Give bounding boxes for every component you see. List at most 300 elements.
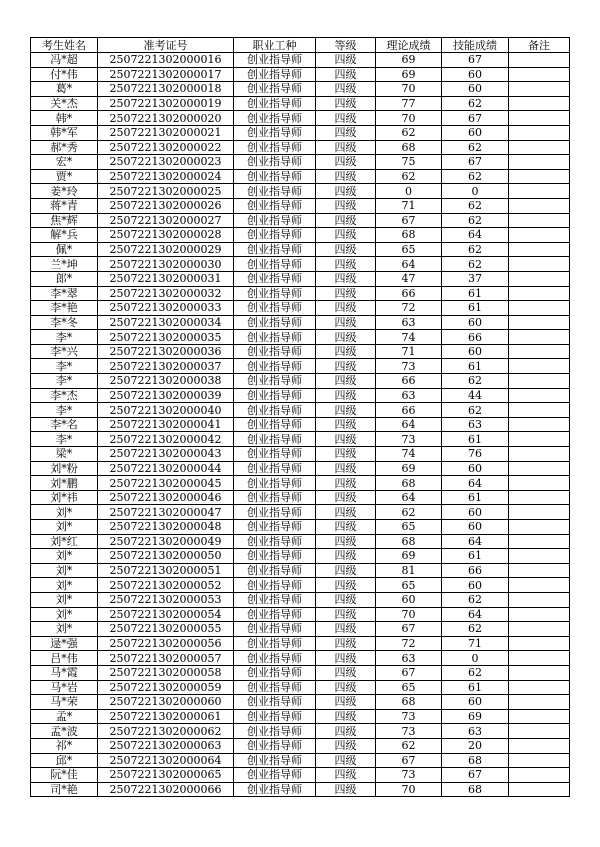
table-row — [31, 417, 570, 432]
cell-name: 李* — [31, 374, 98, 389]
cell-skill-score: 60 — [442, 344, 509, 359]
cell-theory-score: 62 — [376, 125, 442, 140]
table-row — [31, 67, 570, 82]
cell-skill-score: 62 — [442, 96, 509, 111]
cell-level: 四级 — [316, 53, 376, 68]
cell-level: 四级 — [316, 374, 376, 389]
cell-occupation: 创业指导师 — [234, 344, 316, 359]
cell-remarks — [509, 388, 570, 403]
cell-level: 四级 — [316, 607, 376, 622]
cell-level: 四级 — [316, 432, 376, 447]
cell-theory-score: 65 — [376, 520, 442, 535]
cell-exam-id: 2507221302000021 — [98, 125, 234, 140]
cell-exam-id: 2507221302000045 — [98, 476, 234, 491]
cell-name: 兰*坤 — [31, 257, 98, 272]
header-row — [31, 38, 570, 53]
cell-theory-score: 67 — [376, 213, 442, 228]
cell-exam-id: 2507221302000036 — [98, 344, 234, 359]
cell-theory-score: 62 — [376, 169, 442, 184]
cell-level: 四级 — [316, 286, 376, 301]
cell-exam-id: 2507221302000017 — [98, 67, 234, 82]
table-row — [31, 665, 570, 680]
cell-theory-score: 81 — [376, 563, 442, 578]
cell-occupation: 创业指导师 — [234, 242, 316, 257]
cell-occupation: 创业指导师 — [234, 461, 316, 476]
table-row — [31, 709, 570, 724]
cell-exam-id: 2507221302000038 — [98, 374, 234, 389]
cell-occupation: 创业指导师 — [234, 315, 316, 330]
cell-name: 李* — [31, 359, 98, 374]
cell-theory-score: 69 — [376, 53, 442, 68]
cell-skill-score: 37 — [442, 271, 509, 286]
cell-remarks — [509, 155, 570, 170]
cell-theory-score: 72 — [376, 636, 442, 651]
cell-occupation: 创业指导师 — [234, 301, 316, 316]
cell-level: 四级 — [316, 724, 376, 739]
cell-exam-id: 2507221302000054 — [98, 607, 234, 622]
table-row — [31, 228, 570, 243]
cell-theory-score: 74 — [376, 330, 442, 345]
cell-level: 四级 — [316, 213, 376, 228]
cell-exam-id: 2507221302000055 — [98, 622, 234, 637]
cell-name: 邱* — [31, 753, 98, 768]
cell-theory-score: 74 — [376, 447, 442, 462]
table-row — [31, 257, 570, 272]
cell-theory-score: 73 — [376, 709, 442, 724]
cell-level: 四级 — [316, 257, 376, 272]
cell-exam-id: 2507221302000060 — [98, 695, 234, 710]
table-row — [31, 636, 570, 651]
table-row — [31, 184, 570, 199]
cell-remarks — [509, 753, 570, 768]
cell-remarks — [509, 665, 570, 680]
cell-exam-id: 2507221302000061 — [98, 709, 234, 724]
cell-skill-score: 66 — [442, 563, 509, 578]
cell-skill-score: 62 — [442, 403, 509, 418]
cell-theory-score: 65 — [376, 578, 442, 593]
cell-remarks — [509, 344, 570, 359]
cell-level: 四级 — [316, 184, 376, 199]
table-row — [31, 374, 570, 389]
cell-occupation: 创业指导师 — [234, 651, 316, 666]
cell-name: 李* — [31, 330, 98, 345]
cell-skill-score: 62 — [442, 198, 509, 213]
cell-skill-score: 62 — [442, 374, 509, 389]
cell-name: 马*岩 — [31, 680, 98, 695]
cell-skill-score: 60 — [442, 505, 509, 520]
header-skill-score: 技能成绩 — [442, 38, 509, 53]
cell-name: 马*霞 — [31, 665, 98, 680]
cell-occupation: 创业指导师 — [234, 665, 316, 680]
cell-skill-score: 20 — [442, 738, 509, 753]
table-row — [31, 53, 570, 68]
cell-theory-score: 66 — [376, 374, 442, 389]
header-name: 考生姓名 — [31, 38, 98, 53]
cell-skill-score: 61 — [442, 301, 509, 316]
cell-level: 四级 — [316, 198, 376, 213]
table-row — [31, 622, 570, 637]
cell-level: 四级 — [316, 534, 376, 549]
cell-theory-score: 63 — [376, 651, 442, 666]
cell-name: 逯*强 — [31, 636, 98, 651]
cell-theory-score: 70 — [376, 82, 442, 97]
cell-occupation: 创业指导师 — [234, 198, 316, 213]
table-row — [31, 286, 570, 301]
cell-name: 孟* — [31, 709, 98, 724]
cell-remarks — [509, 695, 570, 710]
cell-exam-id: 2507221302000051 — [98, 563, 234, 578]
cell-exam-id: 2507221302000056 — [98, 636, 234, 651]
cell-level: 四级 — [316, 301, 376, 316]
cell-name: 解*兵 — [31, 228, 98, 243]
cell-name: 贾* — [31, 169, 98, 184]
cell-theory-score: 68 — [376, 476, 442, 491]
cell-remarks — [509, 403, 570, 418]
cell-remarks — [509, 67, 570, 82]
cell-occupation: 创业指导师 — [234, 592, 316, 607]
cell-name: 葛* — [31, 82, 98, 97]
cell-occupation: 创业指导师 — [234, 155, 316, 170]
cell-level: 四级 — [316, 636, 376, 651]
cell-occupation: 创业指导师 — [234, 169, 316, 184]
cell-name: 孟*波 — [31, 724, 98, 739]
cell-level: 四级 — [316, 330, 376, 345]
table-row — [31, 301, 570, 316]
cell-remarks — [509, 534, 570, 549]
cell-exam-id: 2507221302000044 — [98, 461, 234, 476]
cell-remarks — [509, 169, 570, 184]
cell-skill-score: 60 — [442, 578, 509, 593]
cell-name: 韩* — [31, 111, 98, 126]
cell-level: 四级 — [316, 403, 376, 418]
cell-name: 祁* — [31, 738, 98, 753]
header-level: 等级 — [316, 38, 376, 53]
cell-exam-id: 2507221302000029 — [98, 242, 234, 257]
cell-exam-id: 2507221302000040 — [98, 403, 234, 418]
table-row — [31, 490, 570, 505]
cell-occupation: 创业指导师 — [234, 184, 316, 199]
cell-theory-score: 73 — [376, 359, 442, 374]
cell-name: 刘* — [31, 578, 98, 593]
cell-exam-id: 2507221302000026 — [98, 198, 234, 213]
table-row — [31, 125, 570, 140]
cell-theory-score: 70 — [376, 782, 442, 797]
table-row — [31, 680, 570, 695]
cell-theory-score: 65 — [376, 242, 442, 257]
cell-skill-score: 71 — [442, 636, 509, 651]
cell-level: 四级 — [316, 651, 376, 666]
cell-exam-id: 2507221302000031 — [98, 271, 234, 286]
cell-name: 韩*军 — [31, 125, 98, 140]
cell-skill-score: 69 — [442, 709, 509, 724]
cell-exam-id: 2507221302000018 — [98, 82, 234, 97]
cell-skill-score: 62 — [442, 140, 509, 155]
cell-remarks — [509, 242, 570, 257]
cell-name: 梁* — [31, 447, 98, 462]
table-row — [31, 330, 570, 345]
cell-exam-id: 2507221302000065 — [98, 768, 234, 783]
cell-remarks — [509, 549, 570, 564]
cell-name: 刘* — [31, 622, 98, 637]
cell-exam-id: 2507221302000058 — [98, 665, 234, 680]
table-row — [31, 315, 570, 330]
cell-remarks — [509, 738, 570, 753]
cell-skill-score: 61 — [442, 490, 509, 505]
cell-theory-score: 73 — [376, 432, 442, 447]
cell-level: 四级 — [316, 461, 376, 476]
cell-name: 蒋*青 — [31, 198, 98, 213]
cell-level: 四级 — [316, 96, 376, 111]
cell-skill-score: 60 — [442, 695, 509, 710]
cell-level: 四级 — [316, 271, 376, 286]
cell-occupation: 创业指导师 — [234, 96, 316, 111]
cell-skill-score: 0 — [442, 184, 509, 199]
table-row — [31, 111, 570, 126]
cell-name: 刘*粉 — [31, 461, 98, 476]
cell-remarks — [509, 724, 570, 739]
cell-theory-score: 68 — [376, 228, 442, 243]
cell-theory-score: 60 — [376, 592, 442, 607]
cell-name: 刘* — [31, 549, 98, 564]
cell-level: 四级 — [316, 155, 376, 170]
cell-exam-id: 2507221302000047 — [98, 505, 234, 520]
table-row — [31, 271, 570, 286]
cell-remarks — [509, 461, 570, 476]
cell-skill-score: 66 — [442, 330, 509, 345]
cell-level: 四级 — [316, 622, 376, 637]
cell-skill-score: 61 — [442, 549, 509, 564]
cell-name: 关*杰 — [31, 96, 98, 111]
cell-theory-score: 47 — [376, 271, 442, 286]
cell-remarks — [509, 563, 570, 578]
cell-occupation: 创业指导师 — [234, 417, 316, 432]
cell-remarks — [509, 592, 570, 607]
cell-level: 四级 — [316, 359, 376, 374]
cell-level: 四级 — [316, 505, 376, 520]
cell-remarks — [509, 374, 570, 389]
cell-level: 四级 — [316, 242, 376, 257]
cell-theory-score: 70 — [376, 111, 442, 126]
cell-remarks — [509, 111, 570, 126]
cell-exam-id: 2507221302000041 — [98, 417, 234, 432]
cell-theory-score: 68 — [376, 534, 442, 549]
cell-skill-score: 76 — [442, 447, 509, 462]
table-row — [31, 388, 570, 403]
cell-occupation: 创业指导师 — [234, 782, 316, 797]
cell-skill-score: 61 — [442, 432, 509, 447]
cell-exam-id: 2507221302000033 — [98, 301, 234, 316]
cell-skill-score: 63 — [442, 724, 509, 739]
cell-level: 四级 — [316, 578, 376, 593]
cell-remarks — [509, 82, 570, 97]
cell-theory-score: 64 — [376, 490, 442, 505]
cell-level: 四级 — [316, 82, 376, 97]
cell-theory-score: 67 — [376, 753, 442, 768]
cell-theory-score: 69 — [376, 67, 442, 82]
cell-occupation: 创业指导师 — [234, 709, 316, 724]
cell-level: 四级 — [316, 169, 376, 184]
cell-skill-score: 62 — [442, 242, 509, 257]
cell-exam-id: 2507221302000034 — [98, 315, 234, 330]
cell-name: 李*名 — [31, 417, 98, 432]
cell-name: 李*艳 — [31, 301, 98, 316]
cell-occupation: 创业指导师 — [234, 403, 316, 418]
cell-name: 李* — [31, 432, 98, 447]
cell-level: 四级 — [316, 111, 376, 126]
cell-name: 李*兴 — [31, 344, 98, 359]
cell-theory-score: 63 — [376, 315, 442, 330]
table-row — [31, 359, 570, 374]
table-row — [31, 242, 570, 257]
cell-skill-score: 60 — [442, 461, 509, 476]
cell-theory-score: 73 — [376, 724, 442, 739]
cell-skill-score: 62 — [442, 257, 509, 272]
cell-level: 四级 — [316, 563, 376, 578]
table-row — [31, 155, 570, 170]
cell-skill-score: 60 — [442, 315, 509, 330]
cell-remarks — [509, 432, 570, 447]
cell-level: 四级 — [316, 549, 376, 564]
cell-remarks — [509, 213, 570, 228]
cell-level: 四级 — [316, 476, 376, 491]
cell-level: 四级 — [316, 665, 376, 680]
cell-exam-id: 2507221302000046 — [98, 490, 234, 505]
cell-level: 四级 — [316, 709, 376, 724]
cell-occupation: 创业指导师 — [234, 213, 316, 228]
cell-name: 刘*鹏 — [31, 476, 98, 491]
cell-exam-id: 2507221302000059 — [98, 680, 234, 695]
cell-remarks — [509, 140, 570, 155]
cell-theory-score: 71 — [376, 344, 442, 359]
cell-occupation: 创业指导师 — [234, 53, 316, 68]
cell-skill-score: 44 — [442, 388, 509, 403]
cell-skill-score: 64 — [442, 228, 509, 243]
cell-skill-score: 64 — [442, 607, 509, 622]
cell-theory-score: 62 — [376, 505, 442, 520]
table-row — [31, 82, 570, 97]
cell-skill-score: 64 — [442, 534, 509, 549]
cell-name: 宏* — [31, 155, 98, 170]
cell-occupation: 创业指导师 — [234, 520, 316, 535]
cell-exam-id: 2507221302000030 — [98, 257, 234, 272]
table-row — [31, 140, 570, 155]
cell-theory-score: 66 — [376, 403, 442, 418]
table-row — [31, 169, 570, 184]
table-row — [31, 447, 570, 462]
cell-level: 四级 — [316, 753, 376, 768]
cell-exam-id: 2507221302000062 — [98, 724, 234, 739]
cell-theory-score: 62 — [376, 738, 442, 753]
cell-name: 刘* — [31, 505, 98, 520]
cell-exam-id: 2507221302000037 — [98, 359, 234, 374]
cell-occupation: 创业指导师 — [234, 447, 316, 462]
cell-remarks — [509, 96, 570, 111]
cell-name: 阮*佳 — [31, 768, 98, 783]
cell-name: 刘* — [31, 592, 98, 607]
cell-name: 郎* — [31, 271, 98, 286]
cell-exam-id: 2507221302000049 — [98, 534, 234, 549]
table-row — [31, 403, 570, 418]
cell-remarks — [509, 636, 570, 651]
cell-theory-score: 68 — [376, 140, 442, 155]
cell-exam-id: 2507221302000053 — [98, 592, 234, 607]
cell-level: 四级 — [316, 417, 376, 432]
cell-level: 四级 — [316, 738, 376, 753]
cell-remarks — [509, 315, 570, 330]
cell-occupation: 创业指导师 — [234, 768, 316, 783]
cell-name: 吕*伟 — [31, 651, 98, 666]
cell-remarks — [509, 447, 570, 462]
cell-theory-score: 69 — [376, 461, 442, 476]
cell-exam-id: 2507221302000019 — [98, 96, 234, 111]
cell-remarks — [509, 286, 570, 301]
table-row — [31, 520, 570, 535]
cell-level: 四级 — [316, 140, 376, 155]
cell-theory-score: 65 — [376, 680, 442, 695]
cell-skill-score: 67 — [442, 53, 509, 68]
cell-remarks — [509, 359, 570, 374]
cell-skill-score: 62 — [442, 213, 509, 228]
cell-skill-score: 60 — [442, 125, 509, 140]
cell-occupation: 创业指导师 — [234, 432, 316, 447]
cell-occupation: 创业指导师 — [234, 636, 316, 651]
header-theory-score: 理论成绩 — [376, 38, 442, 53]
cell-occupation: 创业指导师 — [234, 753, 316, 768]
cell-occupation: 创业指导师 — [234, 607, 316, 622]
cell-remarks — [509, 680, 570, 695]
cell-remarks — [509, 228, 570, 243]
cell-exam-id: 2507221302000066 — [98, 782, 234, 797]
header-exam-id: 准考证号 — [98, 38, 234, 53]
cell-exam-id: 2507221302000016 — [98, 53, 234, 68]
cell-remarks — [509, 301, 570, 316]
cell-name: 李*冬 — [31, 315, 98, 330]
header-occupation: 职业工种 — [234, 38, 316, 53]
table-body — [31, 53, 570, 797]
cell-remarks — [509, 53, 570, 68]
table-row — [31, 695, 570, 710]
cell-exam-id: 2507221302000057 — [98, 651, 234, 666]
cell-theory-score: 69 — [376, 549, 442, 564]
cell-remarks — [509, 782, 570, 797]
table-row — [31, 578, 570, 593]
cell-name: 刘*红 — [31, 534, 98, 549]
cell-occupation: 创业指导师 — [234, 111, 316, 126]
cell-remarks — [509, 271, 570, 286]
cell-skill-score: 68 — [442, 782, 509, 797]
cell-remarks — [509, 330, 570, 345]
table-row — [31, 432, 570, 447]
cell-theory-score: 75 — [376, 155, 442, 170]
cell-remarks — [509, 490, 570, 505]
cell-exam-id: 2507221302000024 — [98, 169, 234, 184]
cell-skill-score: 63 — [442, 417, 509, 432]
cell-remarks — [509, 520, 570, 535]
table-row — [31, 505, 570, 520]
cell-level: 四级 — [316, 344, 376, 359]
cell-occupation: 创业指导师 — [234, 67, 316, 82]
cell-exam-id: 2507221302000020 — [98, 111, 234, 126]
cell-remarks — [509, 768, 570, 783]
cell-exam-id: 2507221302000022 — [98, 140, 234, 155]
cell-theory-score: 63 — [376, 388, 442, 403]
cell-occupation: 创业指导师 — [234, 549, 316, 564]
cell-occupation: 创业指导师 — [234, 374, 316, 389]
cell-remarks — [509, 184, 570, 199]
cell-exam-id: 2507221302000063 — [98, 738, 234, 753]
cell-exam-id: 2507221302000035 — [98, 330, 234, 345]
cell-level: 四级 — [316, 125, 376, 140]
